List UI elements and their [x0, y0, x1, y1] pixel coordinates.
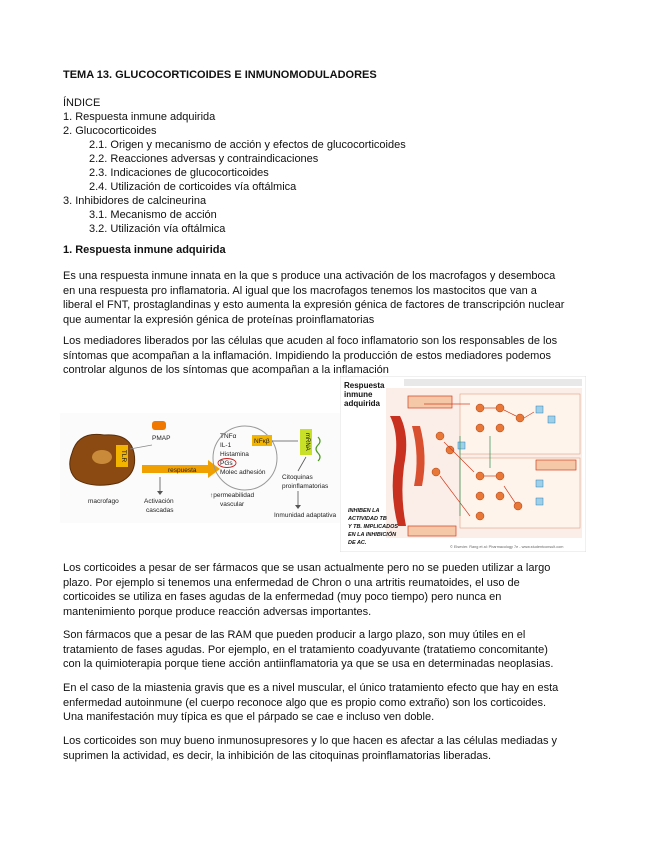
blue-node: [548, 416, 555, 423]
respuesta-label: respuesta: [168, 467, 197, 474]
handwritten-note: Y TB. IMPLICADOS: [348, 524, 399, 530]
macrophage-nucleus: [92, 450, 112, 464]
citoquinas-label: Citoquinas: [282, 474, 313, 481]
glucocorticoid-box: [408, 526, 456, 536]
mediator-label: IL-1: [220, 442, 232, 449]
cell-node: [476, 404, 484, 412]
citoquinas-label: proinflamatorias: [282, 483, 329, 490]
diagram-title: adquirida: [344, 399, 381, 408]
index-heading: ÍNDICE: [63, 97, 101, 109]
paragraph: Los mediadores liberados por las células que acuden al foco inflamatorio son los responsables de los síntomas que acompañan a la inflamación. Impidiendo la producción de estos mediadores podemos controlar algunos de los síntomas que acompañan a la inflamación: [63, 335, 558, 377]
cell-node: [432, 468, 440, 476]
pmap-label: PMAP: [152, 435, 171, 442]
index-item: 2. Glucocorticoides: [63, 125, 157, 137]
cell-node: [496, 404, 504, 412]
paragraph: Son fármacos que a pesar de las RAM que pueden producir a largo plazo, son muy útiles en el tratamiento de fases agudas. Por ejemplo, en el tratamiento coadyuvante (tratatiemo concomitante) con la quimioterapia porque tiene acción antiinflamatoria ya que se usa en determinadas neoplasias.: [63, 629, 554, 671]
activacion-label: Activación: [144, 498, 174, 505]
handwritten-note: DE AC.: [348, 540, 367, 546]
cell-node: [496, 424, 504, 432]
tlr-label: TLR: [120, 449, 127, 463]
paragraph: Los corticoides son muy bueno inmunosupresores y lo que hacen es afectar a las células mediadas y suprimen la actividad, es decir, la inhibición de las citoquinas proinflamatorias liberadas.: [63, 735, 558, 762]
permeabilidad-label: ↑permeabilidad: [210, 492, 255, 499]
blue-node: [536, 406, 543, 413]
pmap-shape: [152, 421, 166, 430]
paragraph: Es una respuesta inmune innata en la que s produce una activación de los macrofagos y desemboca en una respuesta pro inflamatoria. Al igual que los macrofagos tenemos los mastocitos que van a liberal el FNT, prostaglandinas y esto aumenta la expresión génica de factores de transcripción nuclear que aumentar la expresión génica de proteínas proinflamatorias: [63, 270, 565, 326]
diagram-title: Respuesta: [344, 381, 385, 390]
cell-node: [446, 446, 454, 454]
paragraph: En el caso de la miastenia gravis que es a nivel muscular, el único tratamiento efecto que hay en esta enfermedad autoinmune (el cuerpo reconoce algo que es propio como extraño) son los corticoides. Una manifestación muy típica es que el párpado se cae e incluso ven doble.: [63, 682, 559, 724]
index-item: 1. Respuesta inmune adquirida: [63, 111, 216, 123]
mediator-label: TNFα: [220, 433, 237, 440]
cascadas-label: cascadas: [146, 507, 174, 514]
mediator-label: Histamina: [220, 451, 249, 458]
mrna-label: mRNA: [304, 433, 310, 451]
blue-node: [458, 442, 465, 449]
cell-node: [496, 472, 504, 480]
index-item: 2.3. Indicaciones de glucocorticoides: [89, 167, 269, 179]
index-item: 2.2. Reacciones adversas y contraindicaciones: [89, 153, 319, 165]
page-title: TEMA 13. GLUCOCORTICOIDES E INMUNOMODULADORES: [63, 69, 377, 81]
index-item: 3.1. Mecanismo de acción: [89, 209, 217, 221]
inflammation-diagram: [60, 413, 342, 523]
copyright-credit: © Elsevier. Rang et al: Pharmacology 7e - www.studentconsult.com: [450, 545, 564, 549]
cell-node: [476, 472, 484, 480]
cell-node: [436, 432, 444, 440]
handwritten-note: INHIBEN LA: [348, 508, 380, 514]
index-item: 3.2. Utilización vía oftálmica: [89, 223, 226, 235]
adaptive-immunity-diagram: [340, 376, 586, 552]
glucocorticoid-box: [408, 396, 452, 408]
index-item: 3. Inhibidores de calcineurina: [63, 195, 207, 207]
nfkb-label: NFκβ: [254, 438, 270, 445]
macrofago-label: macrofago: [88, 498, 119, 505]
diagram-title: inmune: [344, 390, 373, 399]
handwritten-note: EN LA INHIBICIÓN: [348, 532, 397, 538]
upper-zone: [460, 394, 580, 454]
blue-node: [536, 480, 543, 487]
index-item: 2.1. Origen y mecanismo de acción y efectos de glucocorticoides: [89, 139, 406, 151]
vascular-label: vascular: [220, 501, 245, 508]
mediator-label: PGs: [220, 460, 233, 467]
glucocorticoid-box: [536, 460, 576, 470]
cell-node: [476, 492, 484, 500]
blue-node: [536, 498, 543, 505]
paragraph: Los corticoides a pesar de ser fármacos que se usan actualmente pero no se pueden utilizar a largo plazo. Por ejemplo si tenemos una enfermedad de Chron o una artritis reumatoides, el uso de corticoides se utiliza en fases agudas de la enfermedad (muy poco tiempo) pero nunca en mantenimiento porque produce reacción adversas importantes.: [63, 562, 551, 618]
cell-node: [476, 424, 484, 432]
mediator-label: Molec adhesión: [220, 469, 266, 476]
cell-node: [516, 414, 524, 422]
cell-node: [496, 492, 504, 500]
cell-node: [476, 512, 484, 520]
index-item: 2.4. Utilización de corticoides vía oftálmica: [89, 181, 297, 193]
section-heading: 1. Respuesta inmune adquirida: [63, 244, 226, 256]
handwritten-note: ACTIVIDAD TB: [348, 516, 387, 522]
inmunidad-label: Inmunidad adaptativa: [274, 512, 337, 519]
